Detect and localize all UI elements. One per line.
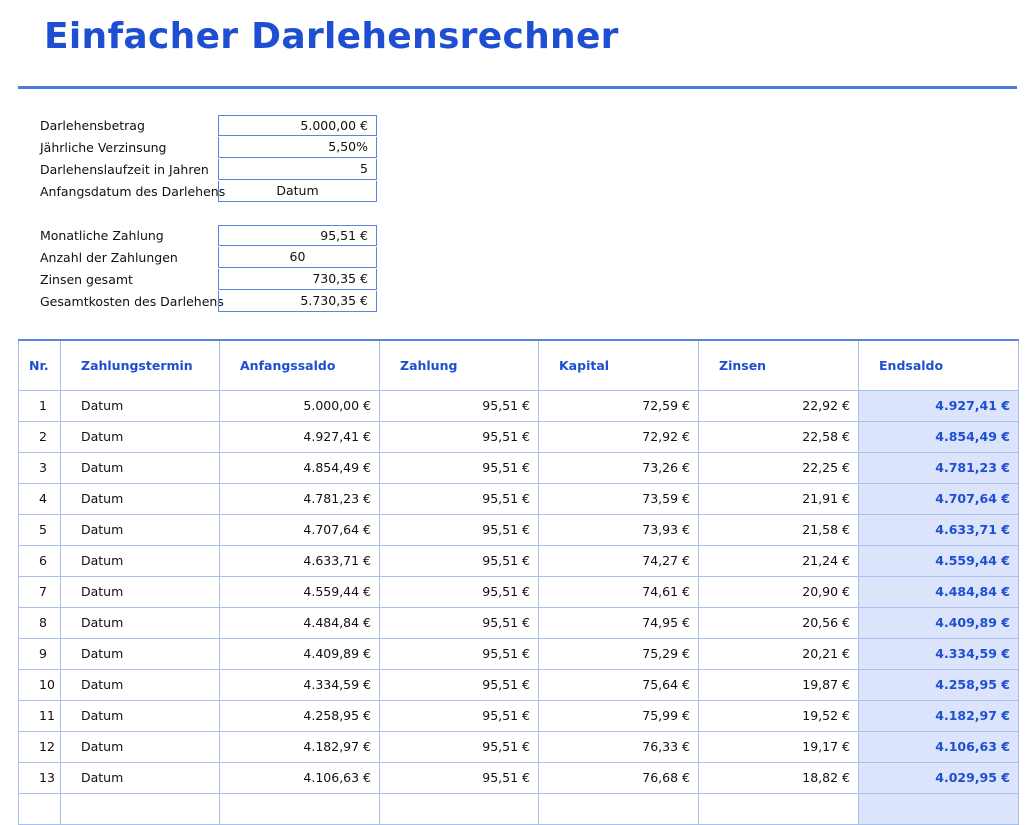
- column-header-nr[interactable]: Nr.: [19, 340, 61, 390]
- payment-cell[interactable]: 95,51 €: [380, 607, 539, 638]
- interest-rate-label: Jährliche Verzinsung: [40, 140, 167, 155]
- payment-cell[interactable]: 95,51 €: [380, 421, 539, 452]
- monthly-payment-value: 95,51 €: [218, 225, 377, 246]
- opening-balance-cell[interactable]: 4.106,63 €: [220, 762, 380, 793]
- row-number[interactable]: 13: [19, 762, 61, 793]
- table-header-row: [19, 340, 1019, 390]
- payment-cell[interactable]: 95,51 €: [380, 390, 539, 421]
- payment-cell[interactable]: 95,51 €: [380, 731, 539, 762]
- input-row-loan-amount: [40, 115, 380, 137]
- row-number[interactable]: [19, 793, 61, 824]
- input-row-interest-rate: [40, 137, 380, 159]
- opening-balance-cell[interactable]: 4.559,44 €: [220, 576, 380, 607]
- principal-cell[interactable]: [539, 793, 699, 824]
- opening-balance-cell[interactable]: 4.409,89 €: [220, 638, 380, 669]
- principal-cell[interactable]: 72,92 €: [539, 421, 699, 452]
- principal-cell[interactable]: 74,27 €: [539, 545, 699, 576]
- opening-balance-cell[interactable]: 4.707,64 €: [220, 514, 380, 545]
- closing-balance-cell[interactable]: 4.854,49 €: [859, 421, 1019, 452]
- payment-date-cell[interactable]: Datum: [61, 483, 220, 514]
- closing-balance-cell[interactable]: 4.182,97 €: [859, 700, 1019, 731]
- principal-cell[interactable]: 73,26 €: [539, 452, 699, 483]
- column-header-principal[interactable]: Kapital: [539, 340, 699, 390]
- payment-date-cell[interactable]: Datum: [61, 607, 220, 638]
- interest-cell[interactable]: 19,17 €: [699, 731, 859, 762]
- start-date-label: Anfangsdatum des Darlehens: [40, 184, 226, 199]
- loan-summary-panel: [40, 225, 380, 313]
- row-number[interactable]: 12: [19, 731, 61, 762]
- payment-count-label: Anzahl der Zahlungen: [40, 250, 178, 265]
- closing-balance-cell[interactable]: 4.707,64 €: [859, 483, 1019, 514]
- interest-cell[interactable]: 21,58 €: [699, 514, 859, 545]
- column-header-payment-date[interactable]: Zahlungstermin: [61, 340, 220, 390]
- payment-date-cell[interactable]: Datum: [61, 731, 220, 762]
- closing-balance-cell[interactable]: 4.781,23 €: [859, 452, 1019, 483]
- start-date-field[interactable]: Datum: [218, 181, 377, 202]
- payment-cell[interactable]: [380, 793, 539, 824]
- payment-cell[interactable]: 95,51 €: [380, 762, 539, 793]
- closing-balance-cell[interactable]: 4.029,95 €: [859, 762, 1019, 793]
- closing-balance-cell[interactable]: 4.258,95 €: [859, 669, 1019, 700]
- interest-cell[interactable]: 20,21 €: [699, 638, 859, 669]
- payment-date-cell[interactable]: Datum: [61, 421, 220, 452]
- column-header-payment[interactable]: Zahlung: [380, 340, 539, 390]
- principal-cell[interactable]: 75,29 €: [539, 638, 699, 669]
- principal-cell[interactable]: 76,33 €: [539, 731, 699, 762]
- payment-date-cell[interactable]: Datum: [61, 638, 220, 669]
- column-header-interest[interactable]: Zinsen: [699, 340, 859, 390]
- total-interest-value: 730,35 €: [218, 269, 377, 290]
- table-row: [19, 483, 1019, 514]
- closing-balance-cell[interactable]: [859, 793, 1019, 824]
- table-row: [19, 576, 1019, 607]
- row-number[interactable]: 2: [19, 421, 61, 452]
- table-row: [19, 762, 1019, 793]
- opening-balance-cell[interactable]: 4.182,97 €: [220, 731, 380, 762]
- column-header-closing-balance[interactable]: Endsaldo: [859, 340, 1019, 390]
- table-row: [19, 731, 1019, 762]
- principal-cell[interactable]: 74,95 €: [539, 607, 699, 638]
- principal-cell[interactable]: 75,99 €: [539, 700, 699, 731]
- amortization-table: [18, 339, 1019, 825]
- closing-balance-cell[interactable]: 4.927,41 €: [859, 390, 1019, 421]
- payment-date-cell[interactable]: Datum: [61, 390, 220, 421]
- interest-rate-field[interactable]: 5,50%: [218, 137, 377, 158]
- payment-date-cell[interactable]: Datum: [61, 700, 220, 731]
- table-row: [19, 421, 1019, 452]
- row-number[interactable]: 3: [19, 452, 61, 483]
- closing-balance-cell[interactable]: 4.484,84 €: [859, 576, 1019, 607]
- principal-cell[interactable]: 76,68 €: [539, 762, 699, 793]
- total-interest-label: Zinsen gesamt: [40, 272, 133, 287]
- row-number[interactable]: 10: [19, 669, 61, 700]
- summary-row-payment-count: [40, 247, 380, 269]
- payment-cell[interactable]: 95,51 €: [380, 669, 539, 700]
- closing-balance-cell[interactable]: 4.633,71 €: [859, 514, 1019, 545]
- payment-date-cell[interactable]: Datum: [61, 452, 220, 483]
- principal-cell[interactable]: 73,93 €: [539, 514, 699, 545]
- input-row-loan-term: [40, 159, 380, 181]
- principal-cell[interactable]: 74,61 €: [539, 576, 699, 607]
- opening-balance-cell[interactable]: 4.781,23 €: [220, 483, 380, 514]
- row-number[interactable]: 8: [19, 607, 61, 638]
- table-row: [19, 607, 1019, 638]
- interest-cell[interactable]: [699, 793, 859, 824]
- interest-cell[interactable]: 18,82 €: [699, 762, 859, 793]
- principal-cell[interactable]: 73,59 €: [539, 483, 699, 514]
- opening-balance-cell[interactable]: 5.000,00 €: [220, 390, 380, 421]
- payment-cell[interactable]: 95,51 €: [380, 514, 539, 545]
- interest-cell[interactable]: 22,58 €: [699, 421, 859, 452]
- interest-cell[interactable]: 22,25 €: [699, 452, 859, 483]
- row-number[interactable]: 11: [19, 700, 61, 731]
- closing-balance-cell[interactable]: 4.409,89 €: [859, 607, 1019, 638]
- title-divider: [18, 86, 1017, 89]
- amortization-table-container: [18, 339, 1018, 825]
- loan-amount-label: Darlehensbetrag: [40, 118, 145, 133]
- closing-balance-cell[interactable]: 4.106,63 €: [859, 731, 1019, 762]
- summary-row-total-interest: [40, 269, 380, 291]
- interest-cell[interactable]: 22,92 €: [699, 390, 859, 421]
- payment-date-cell[interactable]: Datum: [61, 576, 220, 607]
- table-row: [19, 514, 1019, 545]
- payment-cell[interactable]: 95,51 €: [380, 452, 539, 483]
- closing-balance-cell[interactable]: 4.334,59 €: [859, 638, 1019, 669]
- table-row: [19, 390, 1019, 421]
- payment-cell[interactable]: 95,51 €: [380, 700, 539, 731]
- interest-cell[interactable]: 20,56 €: [699, 607, 859, 638]
- summary-row-monthly-payment: [40, 225, 380, 247]
- table-row: [19, 700, 1019, 731]
- loan-amount-field[interactable]: 5.000,00 €: [218, 115, 377, 136]
- payment-cell[interactable]: 95,51 €: [380, 483, 539, 514]
- row-number[interactable]: 6: [19, 545, 61, 576]
- summary-row-total-cost: [40, 291, 380, 313]
- interest-cell[interactable]: 20,90 €: [699, 576, 859, 607]
- opening-balance-cell[interactable]: 4.334,59 €: [220, 669, 380, 700]
- page-title: Einfacher Darlehensrechner: [44, 16, 619, 57]
- opening-balance-cell[interactable]: 4.484,84 €: [220, 607, 380, 638]
- interest-cell[interactable]: 21,24 €: [699, 545, 859, 576]
- payment-cell[interactable]: 95,51 €: [380, 545, 539, 576]
- table-row: [19, 669, 1019, 700]
- row-number[interactable]: 1: [19, 390, 61, 421]
- opening-balance-cell[interactable]: 4.633,71 €: [220, 545, 380, 576]
- interest-cell[interactable]: 21,91 €: [699, 483, 859, 514]
- monthly-payment-label: Monatliche Zahlung: [40, 228, 164, 243]
- loan-term-label: Darlehenslaufzeit in Jahren: [40, 162, 209, 177]
- row-number[interactable]: 4: [19, 483, 61, 514]
- payment-date-cell[interactable]: Datum: [61, 762, 220, 793]
- loan-input-panel: [40, 115, 380, 203]
- total-cost-value: 5.730,35 €: [218, 291, 377, 312]
- payment-cell[interactable]: 95,51 €: [380, 638, 539, 669]
- principal-cell[interactable]: 72,59 €: [539, 390, 699, 421]
- payment-date-cell[interactable]: Datum: [61, 514, 220, 545]
- table-row: [19, 793, 1019, 824]
- opening-balance-cell[interactable]: 4.854,49 €: [220, 452, 380, 483]
- payment-date-cell[interactable]: [61, 793, 220, 824]
- principal-cell[interactable]: 75,64 €: [539, 669, 699, 700]
- opening-balance-cell[interactable]: [220, 793, 380, 824]
- table-row: [19, 452, 1019, 483]
- loan-term-field[interactable]: 5: [218, 159, 377, 180]
- opening-balance-cell[interactable]: 4.927,41 €: [220, 421, 380, 452]
- closing-balance-cell[interactable]: 4.559,44 €: [859, 545, 1019, 576]
- row-number[interactable]: 7: [19, 576, 61, 607]
- table-row: [19, 638, 1019, 669]
- table-body: [19, 390, 1019, 824]
- row-number[interactable]: 9: [19, 638, 61, 669]
- interest-cell[interactable]: 19,87 €: [699, 669, 859, 700]
- row-number[interactable]: 5: [19, 514, 61, 545]
- interest-cell[interactable]: 19,52 €: [699, 700, 859, 731]
- table-row: [19, 545, 1019, 576]
- total-cost-label: Gesamtkosten des Darlehens: [40, 294, 224, 309]
- payment-count-value: 60: [218, 247, 377, 268]
- column-header-opening-balance[interactable]: Anfangssaldo: [220, 340, 380, 390]
- payment-cell[interactable]: 95,51 €: [380, 576, 539, 607]
- payment-date-cell[interactable]: Datum: [61, 669, 220, 700]
- payment-date-cell[interactable]: Datum: [61, 545, 220, 576]
- opening-balance-cell[interactable]: 4.258,95 €: [220, 700, 380, 731]
- input-row-start-date: [40, 181, 380, 203]
